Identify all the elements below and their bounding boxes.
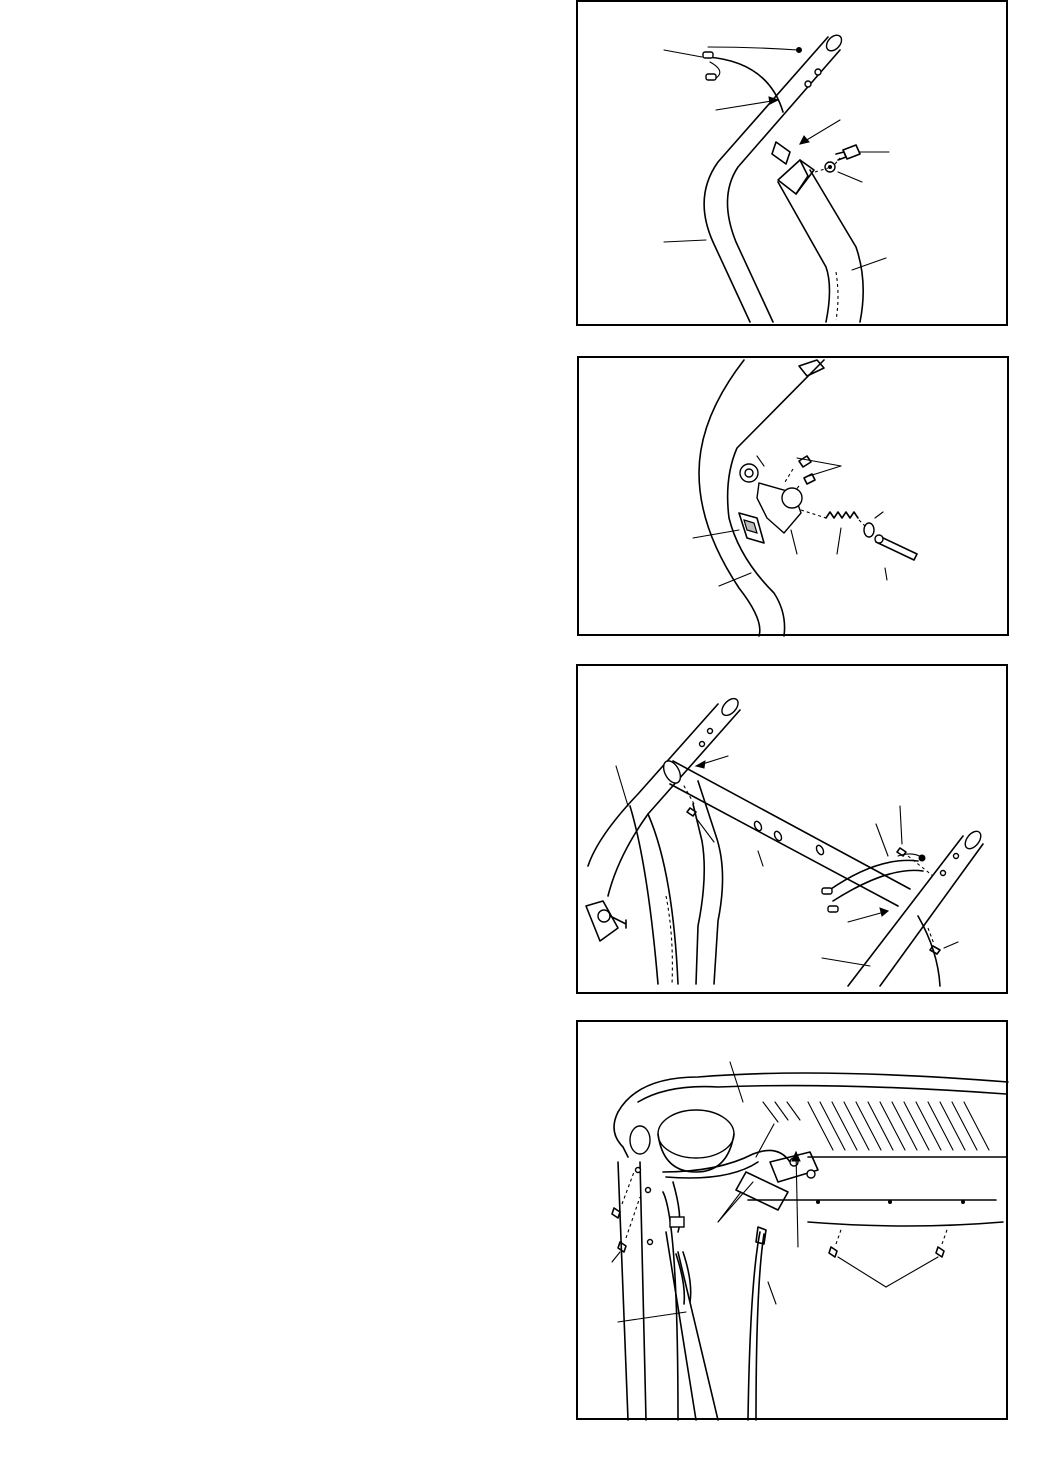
console-vent-slats bbox=[763, 1102, 989, 1150]
spring bbox=[826, 512, 858, 518]
screw bbox=[799, 456, 811, 467]
crossbar-tube bbox=[673, 761, 910, 889]
left-upright-tube bbox=[618, 1162, 628, 1420]
console-underside-illustration bbox=[578, 1022, 1010, 1422]
power-cable bbox=[748, 1232, 760, 1420]
bracket-slot bbox=[772, 142, 790, 164]
screw bbox=[612, 1208, 620, 1218]
diagram-panel-console-underside bbox=[576, 1020, 1008, 1420]
wire-connector bbox=[822, 888, 832, 894]
upright-wiring-illustration bbox=[578, 2, 1010, 328]
left-upright-tube bbox=[704, 37, 828, 322]
latch-assembly-illustration bbox=[579, 358, 1011, 638]
wire-connector bbox=[670, 1217, 684, 1227]
diagram-panel-latch-assembly bbox=[577, 356, 1009, 636]
diagram-panel-upright-wiring bbox=[576, 0, 1008, 326]
screw bbox=[897, 848, 906, 856]
diagram-panel-crossbar bbox=[576, 664, 1008, 994]
console-housing bbox=[618, 1073, 1008, 1112]
right-upright-tube bbox=[778, 182, 830, 322]
wire-connector bbox=[828, 906, 838, 912]
washer bbox=[864, 523, 874, 537]
upright-end-cap bbox=[630, 1126, 650, 1154]
speaker bbox=[658, 1110, 734, 1158]
latch-housing-bore bbox=[782, 488, 802, 508]
upright-tube bbox=[699, 360, 760, 636]
tube-end-cap bbox=[824, 32, 845, 53]
crossbar-illustration bbox=[578, 666, 1010, 996]
upright-bracket bbox=[778, 160, 814, 194]
wire-harness bbox=[708, 57, 783, 112]
right-upright-tube bbox=[848, 836, 963, 986]
wire-connector bbox=[703, 52, 713, 58]
tube-hole bbox=[815, 69, 821, 75]
wire-connector bbox=[706, 74, 716, 80]
tube-hole bbox=[805, 81, 811, 87]
